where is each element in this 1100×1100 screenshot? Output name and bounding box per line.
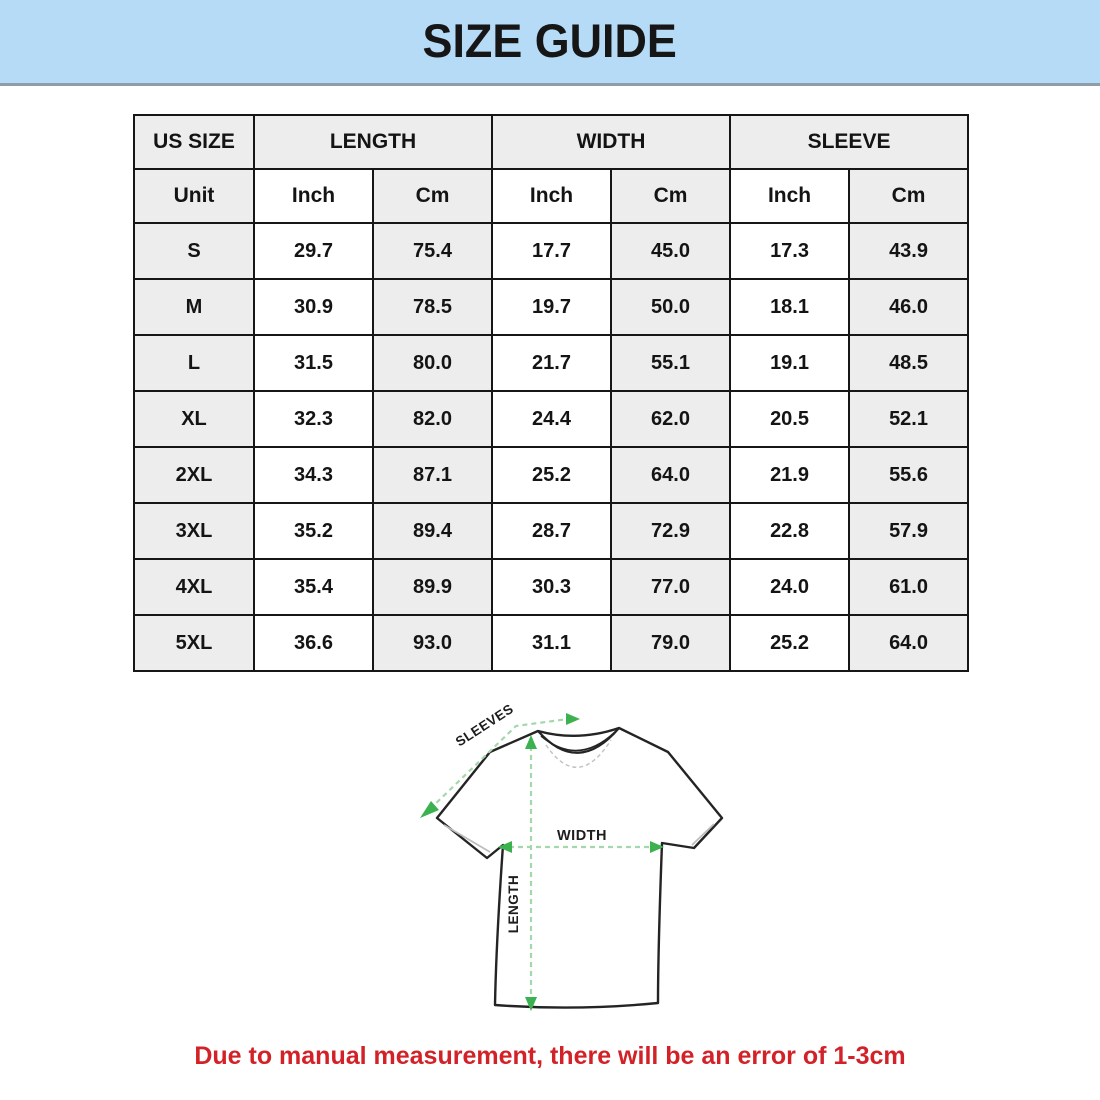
measurement-cell: 29.7 <box>254 223 373 279</box>
measurement-cell: 61.0 <box>849 559 968 615</box>
table-row <box>134 447 968 503</box>
header-unit: Unit <box>134 169 254 223</box>
measurement-cell: 57.9 <box>849 503 968 559</box>
tshirt-outline <box>437 728 722 1008</box>
measurement-cell: 77.0 <box>611 559 730 615</box>
measurement-cell: 17.3 <box>730 223 849 279</box>
tshirt-diagram <box>408 692 772 1036</box>
header-length-inch: Inch <box>254 169 373 223</box>
measurement-cell: 46.0 <box>849 279 968 335</box>
measurement-cell: 30.3 <box>492 559 611 615</box>
table-row <box>134 279 968 335</box>
measurement-cell: 24.4 <box>492 391 611 447</box>
table-row <box>134 223 968 279</box>
sleeves-label: SLEEVES <box>452 701 517 750</box>
header-us-size: US SIZE <box>134 115 254 169</box>
measurement-cell: 93.0 <box>373 615 492 671</box>
width-label: WIDTH <box>556 828 608 844</box>
measurement-cell: 22.8 <box>730 503 849 559</box>
sleeve-arrow-end-icon <box>420 801 439 818</box>
measurement-cell: 62.0 <box>611 391 730 447</box>
disclaimer-text: Due to manual measurement, there will be an error of 1-3cm <box>194 1042 906 1070</box>
measurement-cell: 24.0 <box>730 559 849 615</box>
size-guide-banner <box>0 0 1100 86</box>
measurement-cell: 17.7 <box>492 223 611 279</box>
header-length: LENGTH <box>254 115 492 169</box>
header-sleeve-inch: Inch <box>730 169 849 223</box>
measurement-cell: 72.9 <box>611 503 730 559</box>
measurement-cell: 78.5 <box>373 279 492 335</box>
measurement-cell: 31.1 <box>492 615 611 671</box>
measurement-cell: 80.0 <box>373 335 492 391</box>
size-label: M <box>134 279 254 335</box>
size-label: 3XL <box>134 503 254 559</box>
measurement-cell: 18.1 <box>730 279 849 335</box>
table-row <box>134 559 968 615</box>
size-label: 2XL <box>134 447 254 503</box>
table-row <box>134 615 968 671</box>
measurement-cell: 52.1 <box>849 391 968 447</box>
unit-header-row <box>134 169 968 223</box>
size-label: L <box>134 335 254 391</box>
size-label: 4XL <box>134 559 254 615</box>
measurement-cell: 79.0 <box>611 615 730 671</box>
measurement-cell: 28.7 <box>492 503 611 559</box>
measurement-cell: 89.4 <box>373 503 492 559</box>
size-label: XL <box>134 391 254 447</box>
measurement-cell: 64.0 <box>611 447 730 503</box>
size-table <box>133 114 969 672</box>
measurement-cell: 50.0 <box>611 279 730 335</box>
measurement-cell: 55.6 <box>849 447 968 503</box>
measurement-cell: 36.6 <box>254 615 373 671</box>
measurement-cell: 19.7 <box>492 279 611 335</box>
header-width: WIDTH <box>492 115 730 169</box>
measurement-cell: 30.9 <box>254 279 373 335</box>
header-length-cm: Cm <box>373 169 492 223</box>
size-label: 5XL <box>134 615 254 671</box>
measurement-cell: 31.5 <box>254 335 373 391</box>
measurement-cell: 82.0 <box>373 391 492 447</box>
measurement-cell: 21.9 <box>730 447 849 503</box>
measurement-cell: 75.4 <box>373 223 492 279</box>
group-header-row <box>134 115 968 169</box>
measurement-cell: 25.2 <box>492 447 611 503</box>
measurement-cell: 64.0 <box>849 615 968 671</box>
length-label: LENGTH <box>506 874 521 934</box>
measurement-cell: 32.3 <box>254 391 373 447</box>
sleeve-arrow-right-icon <box>566 713 580 725</box>
measurement-cell: 25.2 <box>730 615 849 671</box>
measurement-cell: 45.0 <box>611 223 730 279</box>
table-row <box>134 391 968 447</box>
page-title: SIZE GUIDE <box>422 14 678 68</box>
header-width-cm: Cm <box>611 169 730 223</box>
size-label: S <box>134 223 254 279</box>
measurement-cell: 35.2 <box>254 503 373 559</box>
measurement-cell: 43.9 <box>849 223 968 279</box>
measurement-cell: 48.5 <box>849 335 968 391</box>
size-table-body <box>134 223 968 671</box>
table-row <box>134 335 968 391</box>
measurement-cell: 21.7 <box>492 335 611 391</box>
measurement-cell: 20.5 <box>730 391 849 447</box>
header-sleeve: SLEEVE <box>730 115 968 169</box>
measurement-cell: 89.9 <box>373 559 492 615</box>
measurement-cell: 35.4 <box>254 559 373 615</box>
measurement-cell: 19.1 <box>730 335 849 391</box>
header-sleeve-cm: Cm <box>849 169 968 223</box>
header-width-inch: Inch <box>492 169 611 223</box>
measurement-cell: 87.1 <box>373 447 492 503</box>
measurement-cell: 34.3 <box>254 447 373 503</box>
measurement-cell: 55.1 <box>611 335 730 391</box>
table-row <box>134 503 968 559</box>
